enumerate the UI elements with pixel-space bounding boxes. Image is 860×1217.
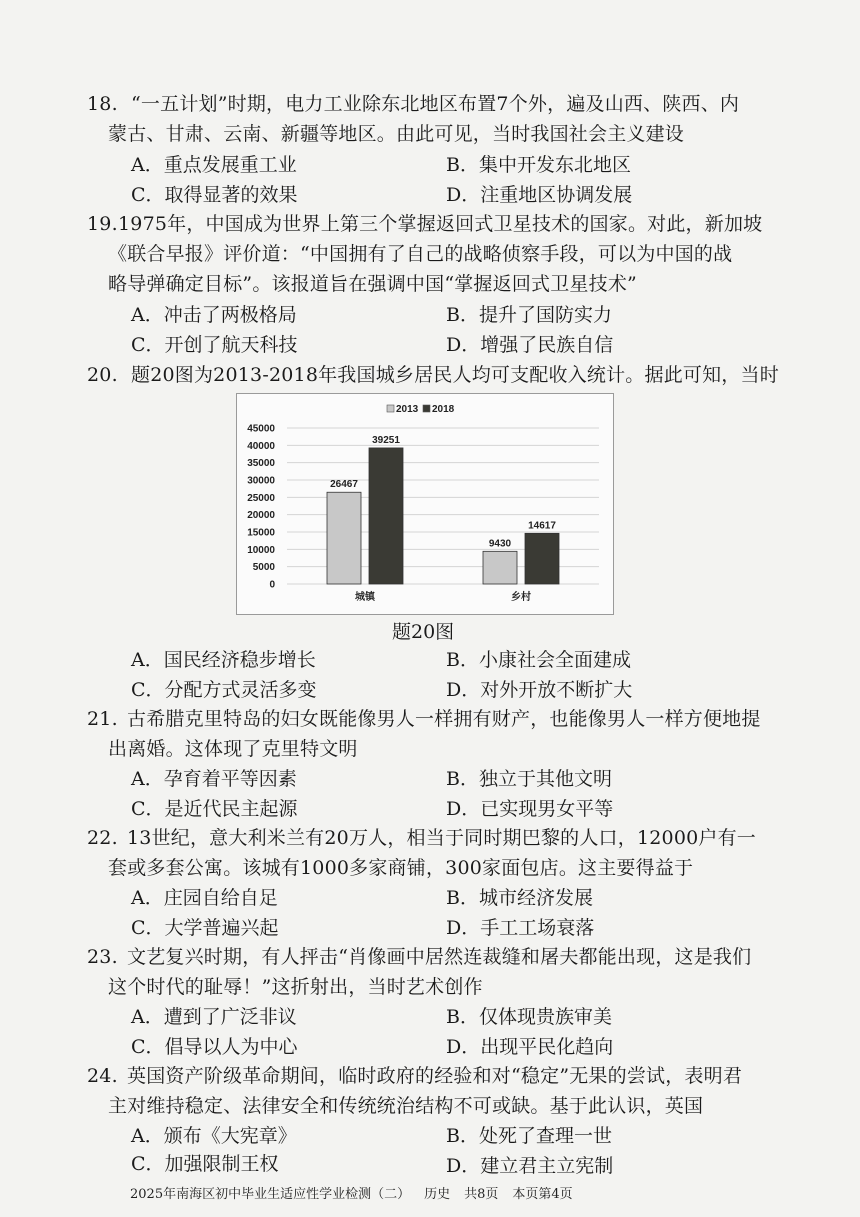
option-22-a[interactable]: A．庄园自给自足	[131, 887, 278, 909]
option-22-d[interactable]: D．手工工场衰落	[446, 917, 595, 939]
question-stem: 出离婚。这体现了克里特文明	[108, 738, 358, 760]
question-stem: 英国资产阶级革命期间，临时政府的经验和对“稳定”无果的尝试，表明君	[127, 1065, 743, 1087]
income-bar-chart	[236, 393, 614, 615]
option-24-b[interactable]: B．处死了查理一世	[446, 1125, 612, 1147]
legend-swatch	[423, 405, 430, 412]
option-24-a[interactable]: A．颁布《大宪章》	[131, 1125, 297, 1147]
option-18-d[interactable]: D．注重地区协调发展	[446, 184, 633, 206]
option-21-a[interactable]: A．孕育着平等因素	[131, 768, 297, 790]
option-18-b[interactable]: B．集中开发东北地区	[446, 154, 631, 176]
option-21-d[interactable]: D．已实现男女平等	[446, 798, 614, 820]
question-stem: 古希腊克里特岛的妇女既能像男人一样拥有财产，也能像男人一样方便地提	[127, 708, 761, 730]
legend-label: 2013	[396, 404, 419, 415]
y-tick-label: 15000	[247, 527, 275, 539]
y-tick-label: 20000	[247, 510, 275, 522]
option-23-b[interactable]: B．仅体现贵族审美	[446, 1006, 612, 1028]
data-label: 14617	[528, 520, 556, 532]
question-stem: 文艺复兴时期，有人抨击“肖像画中居然连裁缝和屠夫都能出现，这是我们	[127, 946, 752, 968]
option-21-b[interactable]: B．独立于其他文明	[446, 768, 612, 790]
y-tick-label: 45000	[247, 423, 275, 435]
option-20-d[interactable]: D．对外开放不断扩大	[446, 679, 633, 701]
question-number: 20.	[87, 364, 118, 386]
bar-2018-0	[369, 448, 403, 584]
page-footer	[130, 1186, 587, 1204]
option-24-d[interactable]: D．建立君主立宪制	[446, 1155, 614, 1177]
question-stem: 主对维持稳定、法律安全和传统统治结构不可或缺。基于此认识，英国	[108, 1095, 704, 1117]
question-number: 19.	[87, 213, 118, 235]
question-stem: 1975年，中国成为世界上第三个掌握返回式卫星技术的国家。对此，新加坡	[118, 213, 763, 235]
x-category-label: 乡村	[511, 592, 531, 603]
chart-svg	[237, 394, 613, 614]
footer-exam-name: 2025年南海区初中毕业生适应性学业检测（二）	[130, 1187, 411, 1202]
y-tick-label: 35000	[247, 458, 275, 470]
option-23-c[interactable]: C．倡导以人为中心	[131, 1036, 298, 1058]
figure-caption: 题20图	[392, 621, 455, 643]
option-23-a[interactable]: A．遭到了广泛非议	[131, 1006, 297, 1028]
question-number: 24.	[87, 1065, 118, 1087]
option-22-c[interactable]: C．大学普遍兴起	[131, 917, 279, 939]
option-23-d[interactable]: D．出现平民化趋向	[446, 1036, 614, 1058]
question-stem: “一五计划”时期，电力工业除东北地区布置7个外，遍及山西、陕西、内	[131, 93, 740, 115]
option-18-c[interactable]: C．取得显著的效果	[131, 184, 298, 206]
x-category-label: 城镇	[355, 592, 375, 603]
footer-page-number: 本页第4页	[512, 1187, 573, 1202]
y-tick-label: 0	[269, 579, 275, 591]
option-24-c[interactable]: C．加强限制王权	[131, 1153, 279, 1175]
y-tick-label: 40000	[247, 440, 275, 452]
y-tick-label: 5000	[252, 562, 275, 574]
option-19-c[interactable]: C．开创了航天科技	[131, 334, 298, 356]
question-number: 18.	[87, 93, 118, 115]
data-label: 39251	[372, 434, 400, 446]
question-stem: 略导弹确定目标”。该报道旨在强调中国“掌握返回式卫星技术”	[108, 273, 637, 295]
bar-2013-0	[327, 492, 361, 584]
question-stem: 13世纪，意大利米兰有20万人，相当于同时期巴黎的人口，12000户有一	[127, 827, 756, 849]
question-stem: 《联合早报》评价道：“中国拥有了自己的战略侦察手段，可以为中国的战	[108, 243, 733, 265]
footer-subject: 历史	[424, 1187, 451, 1202]
y-tick-label: 30000	[247, 475, 275, 487]
legend-label: 2018	[432, 404, 455, 415]
y-tick-label: 10000	[247, 544, 275, 556]
footer-total-pages: 共8页	[464, 1187, 499, 1202]
legend-swatch	[387, 405, 394, 412]
question-stem: 这个时代的耻辱！”这折射出，当时艺术创作	[108, 976, 483, 998]
option-19-d[interactable]: D．增强了民族自信	[446, 334, 614, 356]
option-19-a[interactable]: A．冲击了两极格局	[131, 304, 297, 326]
option-18-a[interactable]: A．重点发展重工业	[131, 154, 297, 176]
bar-2018-1	[525, 533, 559, 584]
question-number: 22.	[87, 827, 118, 849]
option-20-a[interactable]: A．国民经济稳步增长	[131, 649, 316, 671]
question-stem: 套或多套公寓。该城有1000多家商铺，300家面包店。这主要得益于	[108, 857, 694, 879]
question-stem: 蒙古、甘肃、云南、新疆等地区。由此可见，当时我国社会主义建设	[108, 123, 685, 145]
data-label: 26467	[330, 479, 358, 491]
question-number: 23.	[87, 946, 118, 968]
question-stem: 题20图为2013-2018年我国城乡居民人均可支配收入统计。据此可知，当时	[131, 364, 779, 386]
option-20-c[interactable]: C．分配方式灵活多变	[131, 679, 317, 701]
data-label: 9430	[488, 538, 512, 550]
bar-2013-1	[483, 551, 517, 584]
option-21-c[interactable]: C．是近代民主起源	[131, 798, 298, 820]
y-tick-label: 25000	[247, 492, 275, 504]
question-number: 21.	[87, 708, 118, 730]
option-20-b[interactable]: B．小康社会全面建成	[446, 649, 631, 671]
option-22-b[interactable]: B．城市经济发展	[446, 887, 593, 909]
option-19-b[interactable]: B．提升了国防实力	[446, 304, 612, 326]
